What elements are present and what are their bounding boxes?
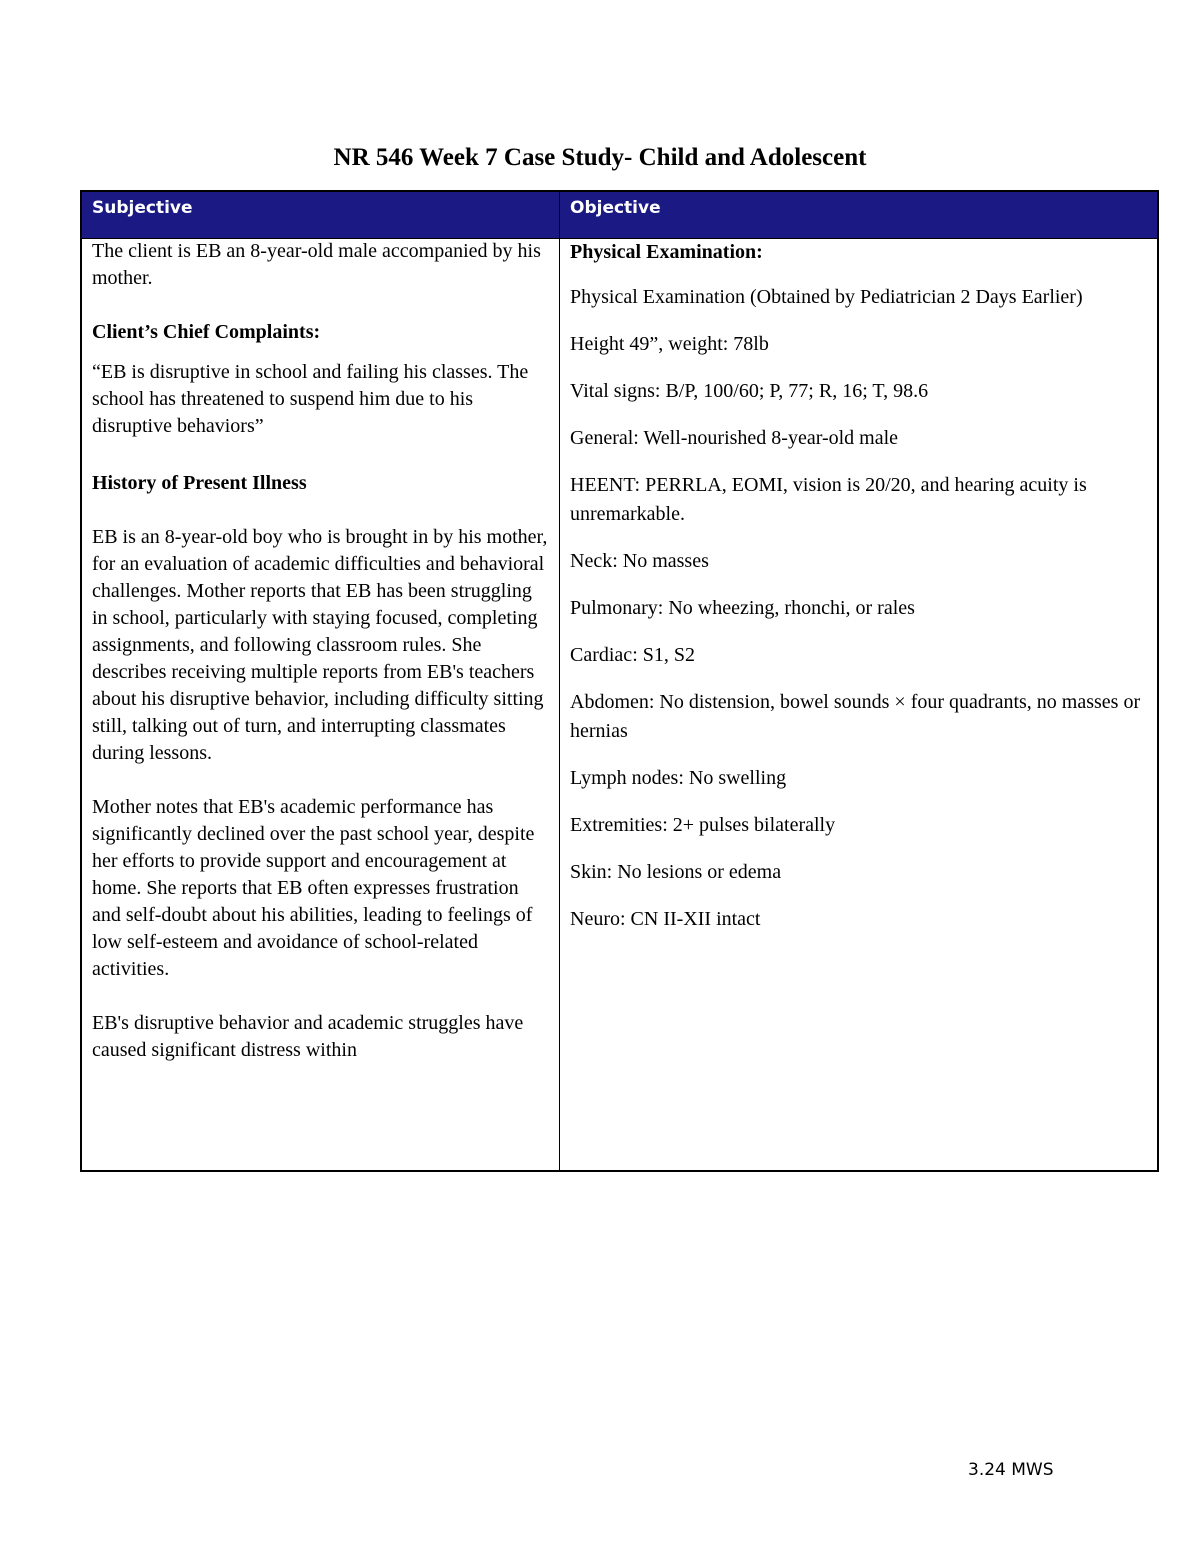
hpi-paragraph: Mother notes that EB's academic performance has significantly declined over the past school year, despite her efforts to provide support and encouragement at home. She reports that EB often expresses frustration and self-doubt about his abilities, leading to feelings of low self-esteem and avoidance of school-related activities. <box>92 796 535 980</box>
physical-exam-heading: Physical Examination: <box>570 241 763 263</box>
column-divider <box>559 192 560 1170</box>
objective-column <box>570 238 1155 1170</box>
exam-item: Abdomen: No distension, bowel sounds × four quadrants, no masses or hernias <box>570 691 1141 742</box>
exam-item: Pulmonary: No wheezing, rhonchi, or rales <box>570 597 915 619</box>
exam-item: Extremities: 2+ pulses bilaterally <box>570 814 836 836</box>
hpi-paragraph: EB's disruptive behavior and academic struggles have caused significant distress within <box>92 1012 524 1061</box>
table-header-row <box>82 192 1157 239</box>
client-intro: The client is EB an 8-year-old male accompanied by his mother. <box>92 240 541 289</box>
chief-complaints-heading: Client’s Chief Complaints: <box>92 321 321 343</box>
subjective-column <box>92 238 552 1170</box>
hpi-heading: History of Present Illness <box>92 472 307 494</box>
exam-item: General: Well-nourished 8-year-old male <box>570 427 899 449</box>
chief-complaints-text: “EB is disruptive in school and failing his classes. The school has threatened to suspend him due to his disruptive behaviors” <box>92 361 529 437</box>
exam-item: Physical Examination (Obtained by Pediatrician 2 Days Earlier) <box>570 286 1083 308</box>
exam-item: Neuro: CN II-XII intact <box>570 908 761 930</box>
exam-item: Skin: No lesions or edema <box>570 861 782 883</box>
case-study-table <box>80 190 1159 1172</box>
page-title: NR 546 Week 7 Case Study- Child and Adolescent <box>333 144 867 171</box>
exam-item: Neck: No masses <box>570 550 709 572</box>
exam-item: Height 49”, weight: 78lb <box>570 333 769 355</box>
exam-item: Vital signs: B/P, 100/60; P, 77; R, 16; T, 98.6 <box>570 380 929 402</box>
exam-item: Lymph nodes: No swelling <box>570 767 787 789</box>
exam-item: Cardiac: S1, S2 <box>570 644 695 666</box>
objective-header: Objective <box>570 198 661 218</box>
hpi-paragraph: EB is an 8-year-old boy who is brought in by his mother, for an evaluation of academic difficulties and behavioral challenges. Mother reports that EB has been struggling in school, particularly with staying focused, completing assignments, and following classroom rules. She describes receiving multiple reports from EB's teachers about his disruptive behavior, including difficulty sitting still, talking out of turn, and interrupting classmates during lessons. <box>92 526 548 764</box>
footer-code: 3.24 MWS <box>968 1460 1054 1480</box>
exam-item: HEENT: PERRLA, EOMI, vision is 20/20, and hearing acuity is unremarkable. <box>570 474 1087 525</box>
subjective-header: Subjective <box>92 198 193 218</box>
